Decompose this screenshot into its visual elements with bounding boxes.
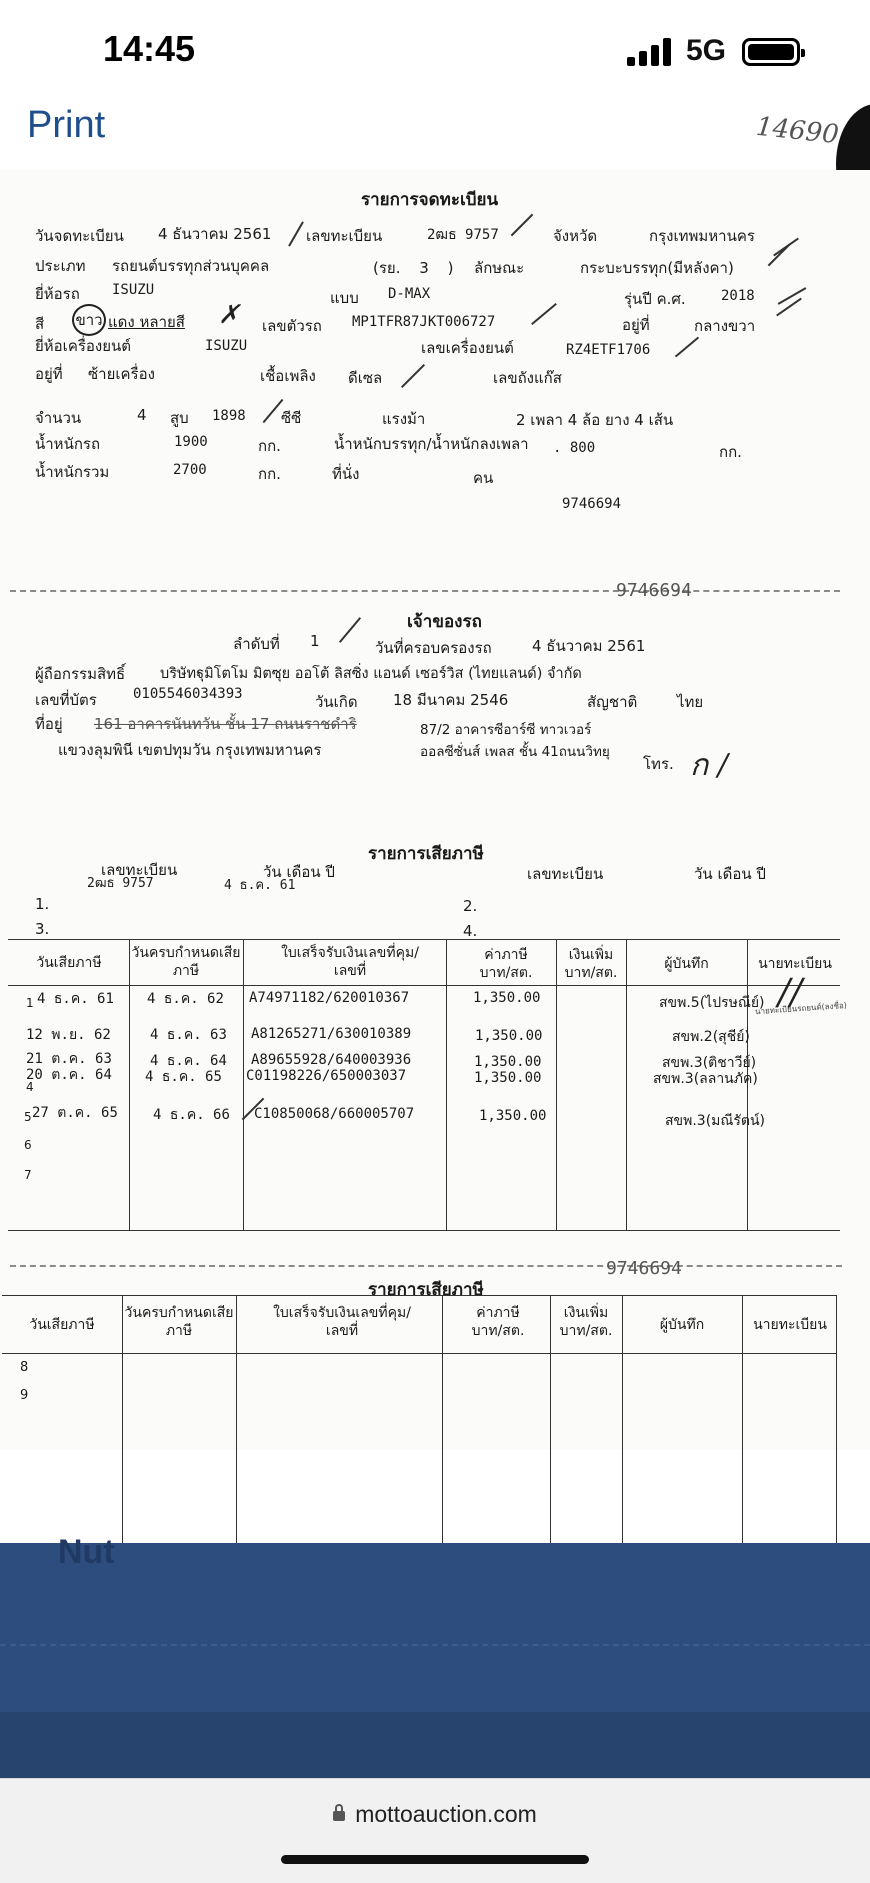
row-recorder: สขพ.3(ติชาวีย์) bbox=[662, 1055, 757, 1071]
style-label: ลักษณะ bbox=[474, 259, 525, 277]
row-receipt: A81265271/630010389 bbox=[251, 1026, 412, 1042]
tax-date-value: 4 ธ.ค. 61 bbox=[224, 878, 296, 893]
seq-value: 1 bbox=[310, 632, 320, 650]
tax-plate-value: 2ฒธ 9757 bbox=[87, 876, 154, 891]
tax-sub-number: 1. bbox=[35, 895, 50, 913]
print-button[interactable]: Print bbox=[27, 104, 106, 146]
address-struck: 161 อาคารนันทวัน ชั้น 17 ถนนราชดำริ bbox=[94, 715, 357, 733]
row-recorder: สขพ.5(ไปรษณีย์) bbox=[659, 995, 765, 1011]
gross-value: 2700 bbox=[173, 462, 207, 478]
seats-unit: คน bbox=[473, 469, 494, 487]
tax-date-label-right: วัน เดือน ปี bbox=[694, 865, 766, 883]
row-number: 7 bbox=[24, 1168, 32, 1182]
year-value: 2018 bbox=[721, 288, 755, 304]
tax-title: รายการเสียภาษี bbox=[368, 844, 484, 864]
document-number-partial: 9746694 bbox=[606, 1258, 682, 1279]
check-mark bbox=[511, 214, 534, 237]
color-circled: ขาว bbox=[72, 304, 106, 336]
row-amount: 1,350.00 bbox=[475, 1028, 543, 1044]
divider bbox=[0, 1644, 870, 1646]
owner-title: เจ้าของรถ bbox=[407, 612, 482, 632]
engine-loc-value: ซ้ายเครื่อง bbox=[88, 365, 155, 383]
hp-label: แรงม้า bbox=[382, 410, 426, 428]
browser-bar bbox=[0, 1778, 870, 1883]
tear-line bbox=[10, 590, 840, 592]
brand-value: ISUZU bbox=[112, 282, 155, 298]
row-number: 1 bbox=[26, 996, 34, 1010]
tax-plate-label: เลขทะเบียน bbox=[101, 861, 178, 879]
color-label: สี bbox=[35, 315, 45, 333]
table-header: นายทะเบียน bbox=[753, 1317, 827, 1333]
row-amount: 1,350.00 bbox=[479, 1108, 547, 1124]
row-due: 4 ธ.ค. 63 bbox=[150, 1027, 227, 1043]
status-bar bbox=[0, 0, 870, 100]
load-value: . 800 bbox=[553, 440, 596, 456]
brand-label: ยี่ห้อรถ bbox=[35, 285, 80, 303]
fuel-value: ดีเซล bbox=[348, 369, 383, 387]
plate-label: เลขทะเบียน bbox=[306, 227, 383, 245]
row-due: 4 ธ.ค. 64 bbox=[150, 1053, 227, 1069]
battery-icon bbox=[742, 38, 800, 66]
tax-plate-label-right: เลขทะเบียน bbox=[527, 865, 604, 883]
address-line2: แขวงลุมพินี เขตปทุมวัน กรุงเทพมหานคร bbox=[58, 741, 322, 759]
scanned-document bbox=[0, 170, 870, 1450]
birth-label: วันเกิด bbox=[315, 693, 358, 711]
table-header: ใบเสร็จรับเงินเลขที่คุม/เลขที่ bbox=[273, 1305, 411, 1339]
address-label: ที่อยู่ bbox=[35, 715, 63, 733]
tax-sub-number: 2. bbox=[463, 897, 478, 915]
type-label: ประเภท bbox=[35, 257, 86, 275]
model-value: D-MAX bbox=[388, 286, 431, 302]
registrar-stamp-note: นายทะเบียนรถยนต์(ลงชื่อ) bbox=[754, 1000, 848, 1017]
home-indicator[interactable] bbox=[281, 1855, 589, 1864]
tax2-title: รายการเสียภาษี bbox=[368, 1280, 484, 1300]
signal-icon bbox=[627, 38, 673, 66]
signature-mark: ก ∕ bbox=[690, 748, 728, 783]
fuel-label: เชื้อเพลิง bbox=[260, 367, 316, 385]
row-receipt: C10850068/660005707 bbox=[254, 1106, 415, 1122]
type-code-suffix: ) bbox=[447, 259, 454, 277]
row-number: 9 bbox=[20, 1388, 29, 1403]
id-value: 0105546034393 bbox=[133, 686, 243, 702]
row-number: 5 bbox=[24, 1110, 32, 1124]
row-receipt: A89655928/640003936 bbox=[251, 1052, 412, 1068]
province-value: กรุงเทพมหานคร bbox=[649, 227, 755, 245]
lock-icon bbox=[333, 1811, 345, 1821]
url-text: mottoauction.com bbox=[355, 1801, 537, 1827]
engine-brand-value: ISUZU bbox=[205, 338, 248, 354]
tear-line bbox=[10, 1265, 842, 1267]
table-header: ค่าภาษีบาท/สต. bbox=[479, 947, 533, 981]
model-label: แบบ bbox=[330, 289, 359, 307]
registrar-signature: ∕∕ bbox=[778, 972, 803, 1013]
row-receipt: C01198226/650003037 bbox=[246, 1068, 407, 1084]
weight-value: 1900 bbox=[174, 434, 208, 450]
row-amount: 1,350.00 bbox=[474, 1054, 542, 1070]
table-header: วันเสียภาษี bbox=[29, 1317, 95, 1333]
table-header: ใบเสร็จรับเงินเลขที่คุม/เลขที่ bbox=[281, 945, 419, 979]
owner-name: บริษัทฐุมิโตโม มิตซุย ออโต้ ลิสซิ่ง แอนด์ เซอร์วิส (ไทยแลนด์) จำกัด bbox=[160, 666, 582, 682]
engine-no-label: เลขเครื่องยนต์ bbox=[421, 339, 514, 357]
reg-date-label: วันจดทะเบียน bbox=[35, 227, 124, 245]
table-header: เงินเพิ่มบาท/สต. bbox=[559, 1305, 613, 1339]
row-number: 8 bbox=[20, 1360, 29, 1375]
chassis-loc-label: อยู่ที่ bbox=[622, 316, 650, 334]
gas-tank-label: เลขถังแก๊ส bbox=[493, 369, 562, 387]
table-header: ค่าภาษีบาท/สต. bbox=[471, 1305, 525, 1339]
row-paid: 21 ต.ค. 63 bbox=[26, 1051, 112, 1067]
chassis-value: MP1TFR87JKT006727 bbox=[352, 314, 496, 330]
check-mark bbox=[531, 303, 557, 325]
table-header: วันเสียภาษี bbox=[36, 955, 102, 971]
province-label: จังหวัด bbox=[553, 227, 598, 245]
background-banner-lower bbox=[0, 1712, 870, 1778]
check-mark bbox=[768, 244, 791, 267]
table-header: นายทะเบียน bbox=[758, 956, 832, 972]
gross-unit: กก. bbox=[258, 465, 281, 483]
reg-date: 4 ธันวาคม 2561 bbox=[158, 225, 272, 243]
row-due: 4 ธ.ค. 65 bbox=[145, 1069, 222, 1085]
row-due: 4 ธ.ค. 66 bbox=[153, 1107, 230, 1123]
possess-label: วันที่ครอบครองรถ bbox=[375, 639, 492, 657]
type-code bbox=[373, 256, 453, 280]
year-label: รุ่นปี ค.ศ. bbox=[624, 290, 686, 308]
gross-label: น้ำหนักรวม bbox=[35, 463, 110, 481]
chassis-label: เลขตัวรถ bbox=[262, 317, 322, 335]
check-mark bbox=[401, 364, 425, 388]
tax-sub-number: 4. bbox=[463, 922, 478, 940]
possess-date: 4 ธันวาคม 2561 bbox=[532, 637, 646, 655]
id-label: เลขที่บัตร bbox=[35, 691, 97, 709]
birth-value: 18 มีนาคม 2546 bbox=[393, 691, 509, 709]
row-number: 6 bbox=[24, 1138, 32, 1152]
style-value: กระบะบรรทุก(มีหลังคา) bbox=[580, 259, 734, 277]
network-type: 5G bbox=[686, 34, 727, 67]
row-recorder: สขพ.2(สุชีย์) bbox=[672, 1029, 750, 1045]
table-header: ผู้บันทึก bbox=[659, 1317, 705, 1333]
nut-label: Nut bbox=[58, 1533, 115, 1571]
tax-sub-number: 3. bbox=[35, 920, 50, 938]
type-code-value: 3 bbox=[419, 259, 429, 277]
row-recorder: สขพ.3(มณีรัตน์) bbox=[665, 1113, 766, 1129]
table-header: ผู้บันทึก bbox=[664, 956, 709, 972]
row-receipt: A74971182/620010367 bbox=[249, 990, 410, 1006]
weight-label: น้ำหนักรถ bbox=[35, 435, 101, 453]
check-mark bbox=[339, 617, 361, 643]
nation-label: สัญชาติ bbox=[587, 693, 638, 711]
engine-loc-label: อยู่ที่ bbox=[35, 365, 63, 383]
load-label: น้ำหนักบรรทุก/น้ำหนักลงเพลา bbox=[334, 435, 529, 453]
load-unit: กก. bbox=[719, 443, 742, 461]
color-value: แดง หลายสี bbox=[108, 313, 185, 331]
plate-value: 2ฒธ 9757 bbox=[427, 227, 499, 243]
qty-value: 4 bbox=[137, 406, 147, 424]
type-value: รถยนต์บรรทุกส่วนบุคคล bbox=[112, 257, 270, 275]
corner-scribble: 14690 bbox=[754, 111, 841, 151]
axles-value: 2 เพลา 4 ล้อ ยาง 4 เส้น bbox=[516, 411, 674, 429]
row-paid: 4 ธ.ค. 61 bbox=[37, 991, 114, 1007]
engine-brand-label: ยี่ห้อเครื่องยนต์ bbox=[35, 337, 132, 355]
nation-value: ไทย bbox=[677, 693, 704, 711]
chassis-loc-value: กลางขวา bbox=[694, 317, 756, 335]
document-number-partial: 9746694 bbox=[616, 580, 692, 601]
seq-label: ลำดับที่ bbox=[233, 635, 280, 653]
cc-unit: ซีซี bbox=[281, 409, 302, 427]
row-paid: 20 ต.ค. 64 bbox=[26, 1067, 112, 1083]
row-paid: 27 ต.ค. 65 bbox=[32, 1105, 118, 1121]
x-mark: ✗ bbox=[218, 300, 240, 330]
cc-value: 1898 bbox=[212, 408, 246, 424]
row-amount: 1,350.00 bbox=[474, 1070, 542, 1086]
table-header: วันครบกำหนดเสียภาษี bbox=[124, 1305, 234, 1339]
check-mark bbox=[288, 221, 304, 246]
row-recorder: สขพ.3(ลลานภัค) bbox=[653, 1071, 758, 1087]
address-new-line1: 87/2 อาคารซีอาร์ซี ทาวเวอร์ bbox=[420, 722, 592, 738]
document-number: 9746694 bbox=[562, 496, 622, 512]
check-mark bbox=[675, 337, 699, 358]
row-paid: 12 พ.ย. 62 bbox=[26, 1027, 111, 1043]
tax-date-label: วัน เดือน ปี bbox=[263, 863, 335, 881]
cyl-label: สูบ bbox=[170, 409, 189, 427]
weight-unit: กก. bbox=[258, 437, 281, 455]
table-header: เงินเพิ่มบาท/สต. bbox=[564, 947, 618, 981]
seats-label: ที่นั่ง bbox=[332, 465, 360, 483]
owner-name-label: ผู้ถือกรรมสิทธิ์ bbox=[35, 665, 126, 683]
qty-label: จำนวน bbox=[35, 409, 82, 427]
address-new-line2: ออลซีซั่นส์ เพลส ชั้น 41ถนนวิทยุ bbox=[420, 744, 610, 760]
row-number: 4 bbox=[26, 1080, 34, 1094]
address-bar[interactable] bbox=[0, 1801, 870, 1828]
engine-no-value: RZ4ETF1706 bbox=[566, 342, 651, 358]
registration-title: รายการจดทะเบียน bbox=[361, 190, 499, 210]
phone-label: โทร. bbox=[643, 755, 674, 773]
type-code-prefix: (รย. bbox=[373, 259, 401, 277]
status-time: 14:45 bbox=[103, 28, 196, 69]
row-due: 4 ธ.ค. 62 bbox=[147, 991, 224, 1007]
row-amount: 1,350.00 bbox=[473, 990, 541, 1006]
table-header: วันครบกำหนดเสียภาษี bbox=[131, 945, 241, 979]
